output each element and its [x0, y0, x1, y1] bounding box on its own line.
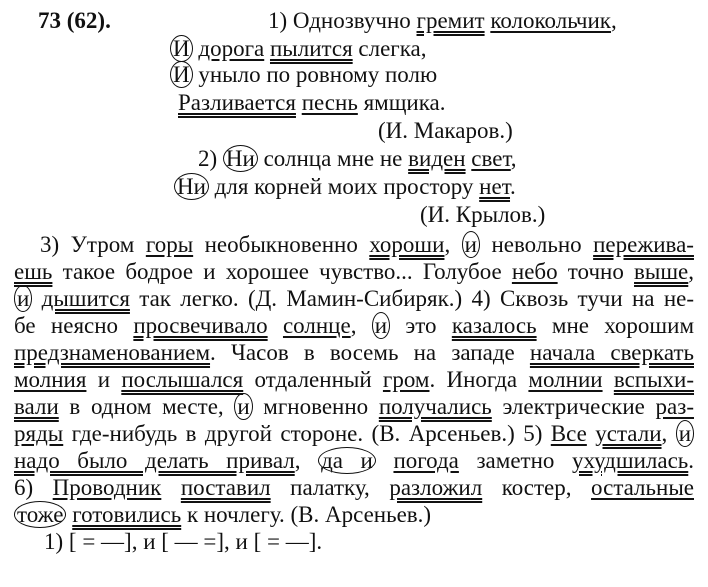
text	[32, 286, 41, 311]
text: слегка,	[352, 36, 427, 61]
subject: свет	[471, 146, 511, 171]
text: . Часов в восемь на западе	[210, 340, 530, 365]
text: мгновенно	[252, 394, 379, 419]
text: ямщика.	[357, 90, 446, 115]
text: такое бодрое и хорошее чувство... Голубое	[52, 259, 512, 284]
text: ,	[350, 313, 372, 338]
text	[603, 367, 614, 392]
text: невольно	[479, 232, 594, 257]
predicate: устали	[595, 421, 662, 446]
subject: колокольчик	[490, 8, 611, 33]
text: ,	[294, 448, 319, 473]
circled-conjunction: да и	[318, 447, 376, 474]
text: и	[86, 367, 122, 392]
predicate: начала сверкать	[529, 340, 694, 365]
prose-line	[14, 394, 694, 420]
predicate: выше	[634, 259, 689, 284]
poem-line	[174, 174, 516, 200]
prose-line	[14, 367, 694, 393]
text: мне хорошим	[536, 313, 695, 338]
predicate: вали	[14, 394, 59, 419]
subject: молнии	[528, 367, 603, 392]
predicate: готовились	[72, 502, 182, 527]
subject: молния	[14, 367, 87, 392]
text: к ночлегу. (В. Арсеньев.)	[181, 502, 432, 527]
text: где-нибудь в другой стороне. (В. Арсеньев.) 5)	[63, 421, 551, 446]
subject: погода	[393, 448, 459, 473]
predicate: предзнаменованием	[14, 340, 211, 365]
predicate: надо было делать привал	[14, 448, 295, 473]
poem-line	[198, 146, 517, 172]
text: палатку,	[270, 475, 390, 500]
text: точно	[557, 259, 635, 284]
prose-line	[14, 502, 431, 528]
text: бе неясно	[14, 313, 134, 338]
subject: раз-	[655, 394, 694, 419]
text: костер,	[482, 475, 592, 500]
text: необыкновенно	[193, 232, 370, 257]
subject: остальные	[591, 475, 694, 500]
prose-line	[14, 421, 694, 447]
predicate: Разливается	[178, 90, 296, 115]
subject: песнь	[301, 90, 358, 115]
circled-conjunction: И	[170, 61, 193, 88]
text: .	[510, 174, 516, 199]
prose-line	[44, 529, 322, 555]
text: (И. Крылов.)	[420, 202, 546, 227]
text	[587, 421, 595, 446]
exercise-number: 73 (62).	[38, 8, 111, 33]
predicate: гремит	[416, 8, 485, 33]
text: 2)	[198, 146, 223, 171]
prose-line	[14, 259, 694, 285]
predicate: разложил	[389, 475, 483, 500]
predicate: виден	[408, 146, 466, 171]
subject: горы	[145, 232, 194, 257]
text: ,	[510, 146, 517, 171]
text: ,	[444, 232, 462, 257]
prose-line	[14, 313, 694, 339]
circled-conjunction: и	[234, 393, 252, 420]
subject: небо	[511, 259, 558, 284]
prose-line	[14, 448, 694, 474]
predicate: вспыхи-	[613, 367, 695, 392]
text: .	[688, 448, 695, 473]
circled-conjunction: и	[462, 231, 480, 258]
text: для корней моих простору	[208, 174, 480, 199]
text: ,	[661, 421, 676, 446]
text: (И. Макаров.)	[378, 118, 513, 143]
circled-conjunction: и	[372, 312, 390, 339]
circled-conjunction: Ни	[174, 173, 209, 200]
poem-line	[420, 202, 545, 228]
poem-line	[268, 8, 617, 34]
text: электрические	[491, 394, 656, 419]
predicate: пылится	[269, 36, 353, 61]
text: . Иногда	[429, 367, 529, 392]
text: в одном месте,	[58, 394, 235, 419]
circled-conjunction: и	[676, 420, 694, 447]
subject: гром	[382, 367, 430, 392]
poem-line	[170, 62, 437, 88]
predicate: нет	[479, 174, 511, 199]
predicate: ешь	[14, 259, 53, 284]
text	[376, 448, 394, 473]
text: солнца мне не	[257, 146, 409, 171]
prose-line	[40, 232, 694, 258]
text: так легко. (Д. Мамин-Сибиряк.) 4) Сквозь тучи на не-	[129, 286, 694, 311]
predicate: пережива-	[593, 232, 694, 257]
predicate: ухудшилась	[571, 448, 689, 473]
circled-conjunction: И	[170, 35, 193, 62]
text	[268, 313, 283, 338]
subject: солнце	[282, 313, 351, 338]
subject: Проводник	[52, 475, 162, 500]
text: заметно	[458, 448, 572, 473]
poem-line	[378, 118, 513, 144]
text: 3) Утром	[40, 232, 146, 257]
predicate: послышался	[121, 367, 244, 392]
poem-line	[178, 90, 446, 116]
text: уныло по ровному полю	[192, 62, 438, 87]
subject: дорога	[198, 36, 265, 61]
prose-line	[14, 475, 694, 501]
predicate: дышится	[41, 286, 130, 311]
text	[161, 475, 181, 500]
text: это	[390, 313, 452, 338]
text: 1) Однозвучно	[268, 8, 417, 33]
text: отдаленный	[243, 367, 383, 392]
circled-conjunction: и	[14, 285, 32, 312]
text: ,	[688, 259, 695, 284]
prose-line	[14, 286, 694, 312]
subject: Все	[550, 421, 587, 446]
predicate: поставил	[180, 475, 271, 500]
circled-conjunction: Ни	[223, 145, 258, 172]
predicate: получались	[378, 394, 492, 419]
text: 1) [ = —], и [ — =], и [ = —].	[44, 529, 323, 554]
text: 6)	[14, 475, 53, 500]
predicate: хороши	[369, 232, 445, 257]
poem-line	[170, 36, 427, 62]
circled-conjunction: тоже	[14, 501, 66, 528]
text: ,	[610, 8, 617, 33]
predicate: просвечивало	[133, 313, 268, 338]
predicate: казалось	[451, 313, 537, 338]
subject: ряды	[14, 421, 64, 446]
prose-line	[14, 340, 694, 366]
